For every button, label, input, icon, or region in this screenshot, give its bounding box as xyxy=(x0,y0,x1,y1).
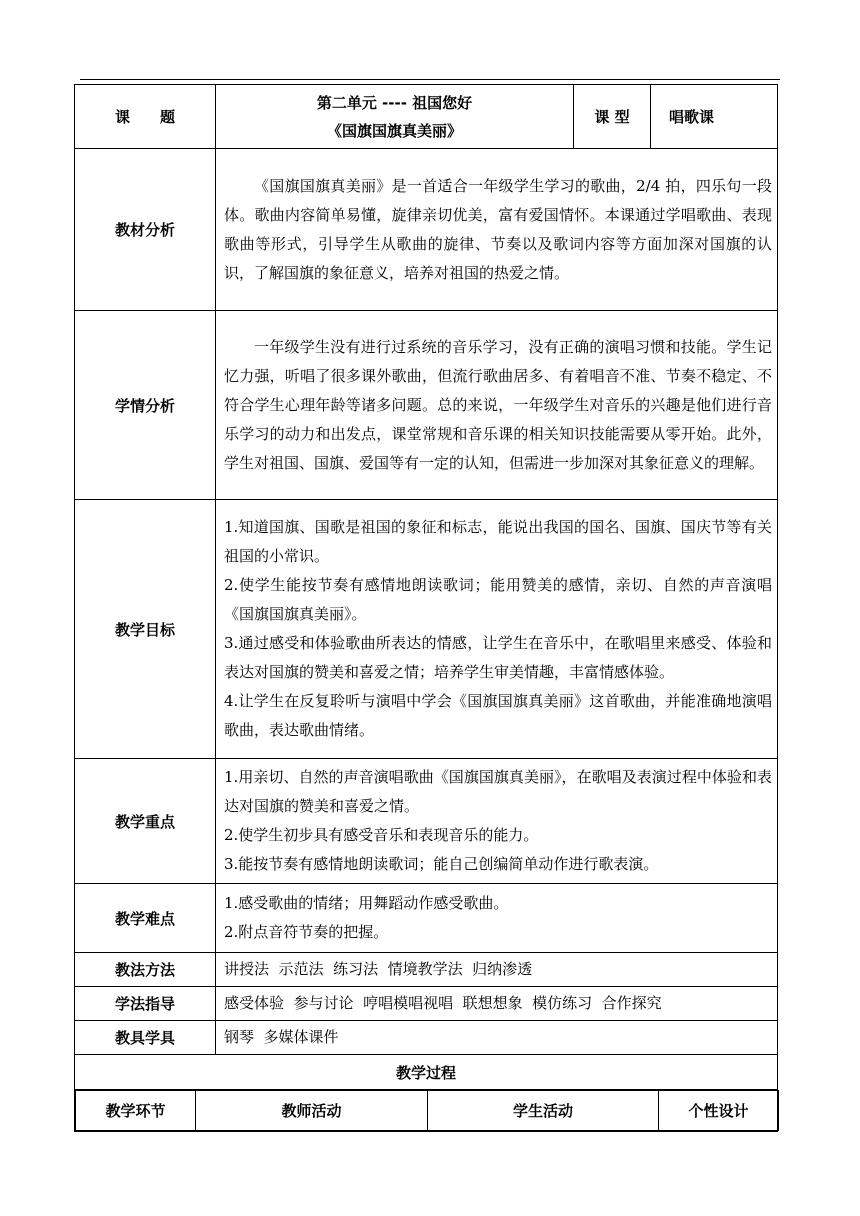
process-columns xyxy=(75,1090,779,1131)
students-row xyxy=(75,311,778,500)
difficulty-row xyxy=(75,884,778,953)
material-row xyxy=(75,149,778,311)
material-label: 教材分析 xyxy=(75,149,216,311)
tools-row xyxy=(75,1021,778,1055)
difficulty-item: 2.附点音符节奏的把握。 xyxy=(224,923,389,941)
methods-label: 教法方法 xyxy=(75,953,216,987)
material-cell xyxy=(216,149,778,311)
goal-item: 2.使学生能按节奏有感情地朗读歌词；能用赞美的感情，亲切、自然的声音演唱《国旗国旗真美丽》。 xyxy=(224,576,772,623)
column-header: 学生活动 xyxy=(428,1091,659,1131)
focus-item: 2.使学生初步具有感受音乐和表现音乐的能力。 xyxy=(224,826,539,844)
students-label: 学情分析 xyxy=(75,311,216,500)
top-rule xyxy=(80,79,780,80)
goals-cell xyxy=(216,500,778,759)
students-text: 一年级学生没有进行过系统的音乐学习，没有正确的演唱习惯和技能。学生记忆力强，听唱了很多课外歌曲，但流行歌曲居多、有着唱音不准、节奏不稳定、不符合学生心理年龄等诸多问题。总的来说，一年级学生对音乐的兴趣是他们进行音乐学习的动力和出发点，课堂常规和音乐课的相关知识技能需要从零开始。此外，学生对祖国、国旗、爱国等有一定的认知，但需进一步加深对其象征意义的理解。 xyxy=(224,337,772,472)
guidance-text: 感受体验 参与讨论 哼唱模唱视唱 联想想象 模仿练习 合作探究 xyxy=(216,987,778,1021)
methods-row xyxy=(75,953,778,987)
focus-row xyxy=(75,759,778,884)
tools-label: 教具学具 xyxy=(75,1021,216,1055)
guidance-row xyxy=(75,987,778,1021)
guidance-label: 学法指导 xyxy=(75,987,216,1021)
goals-label: 教学目标 xyxy=(75,500,216,759)
goal-item: 3.通过感受和体验歌曲所表达的情感，让学生在音乐中，在歌唱里来感受、体验和表达对国旗的赞美和喜爱之情；培养学生审美情趣，丰富情感体验。 xyxy=(224,634,772,681)
column-header: 教学环节 xyxy=(76,1091,196,1131)
difficulty-item: 1.感受歌曲的情绪；用舞蹈动作感受歌曲。 xyxy=(224,894,509,912)
focus-item: 1.用亲切、自然的声音演唱歌曲《国旗国旗真美丽》，在歌唱及表演过程中体验和表达对国旗的赞美和喜爱之情。 xyxy=(224,768,772,815)
type-value: 唱歌课 xyxy=(651,85,778,149)
goal-item: 1.知道国旗、国歌是祖国的象征和标志，能说出我国的国名、国旗、国庆节等有关祖国的小常识。 xyxy=(224,518,772,565)
process-title: 教学过程 xyxy=(75,1055,778,1090)
difficulty-cell xyxy=(216,884,778,953)
column-header: 教师活动 xyxy=(196,1091,428,1131)
material-text: 《国旗国旗真美丽》是一首适合一年级学生学习的歌曲，2/4 拍，四乐句一段体。歌曲内容简单易懂，旋律亲切优美，富有爱国情怀。本课通过学唱歌曲、表现歌曲等形式，引导学生从歌曲的旋律、节奏以及歌词内容等方面加深对国旗的认识，了解国旗的象征意义，培养对祖国的热爱之情。 xyxy=(224,176,772,282)
focus-cell xyxy=(216,759,778,884)
goals-row xyxy=(75,500,778,759)
song-title: 《国旗国旗真美丽》 xyxy=(326,121,462,140)
header-row xyxy=(75,85,778,149)
unit-title: 第二单元 ---- 祖国您好 xyxy=(316,93,473,112)
students-cell xyxy=(216,311,778,500)
topic-label: 课 题 xyxy=(75,85,216,149)
process-header-row xyxy=(75,1090,778,1132)
focus-item: 3.能按节奏有感情地朗读歌词；能自己创编简单动作进行歌表演。 xyxy=(224,855,659,873)
column-header: 个性设计 xyxy=(659,1091,779,1131)
topic-title-cell xyxy=(216,85,574,149)
type-label: 课 型 xyxy=(574,85,651,149)
methods-text: 讲授法 示范法 练习法 情境教学法 归纳渗透 xyxy=(216,953,778,987)
difficulty-label: 教学难点 xyxy=(75,884,216,953)
lesson-plan-table xyxy=(74,84,778,1132)
process-title-row xyxy=(75,1055,778,1090)
goal-item: 4.让学生在反复聆听与演唱中学会《国旗国旗真美丽》这首歌曲，并能准确地演唱歌曲，表达歌曲情绪。 xyxy=(224,692,772,739)
focus-label: 教学重点 xyxy=(75,759,216,884)
tools-text: 钢琴 多媒体课件 xyxy=(216,1021,778,1055)
